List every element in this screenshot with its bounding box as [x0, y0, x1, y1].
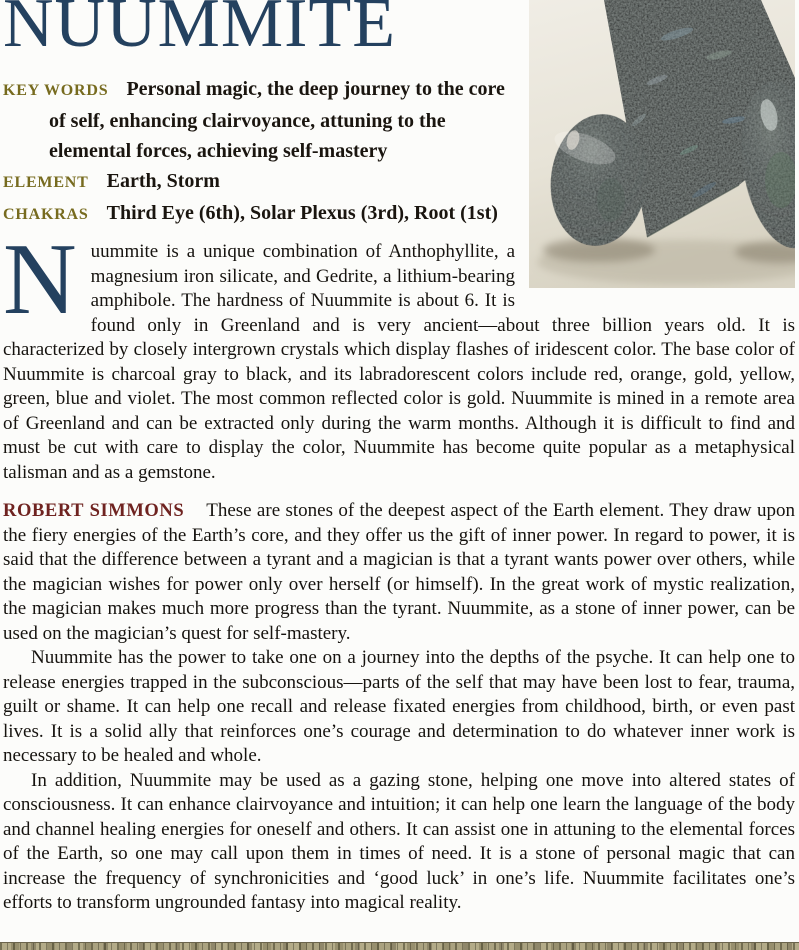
intro-text: uummite is a unique combination of Anthophyllite, a magnesium iron silicate, and Gedrite, a lithium-bearing amphibole. The hardness of Nuummite is about 6. It is found only in Greenland and is very ancient—about three billion years old. It is characterized by closely intergrown crystals which display flashes of iridescent color. The base color of Nuummite is charcoal gray to black, and its labradorescent colors include red, orange, gold, yellow, green, blue and violet. The most common reflected color is gold. Nuummite is mined in a remote area of Greenland and can be extracted only during the warm months. Although it is difficult to find and must be cut with care to display the color, Nuummite has become quite popular as a metaphysical talisman and as a gemstone. [3, 241, 795, 483]
next-photo-edge-strip [0, 942, 799, 950]
left-cab-flash [597, 178, 625, 222]
property-value: Personal magic, the deep journey to the core of self, enhancing clairvoyance, attuning to the elemental forces, achieving self-mastery [49, 78, 505, 162]
drop-cap: N [3, 223, 77, 336]
property-value: Earth, Storm [106, 170, 220, 192]
author-label: ROBERT SIMMONS [3, 501, 185, 521]
property-label: ELEMENT [3, 174, 89, 191]
page-title: NUUMMITE [3, 0, 396, 62]
body-paragraph: In addition, Nuummite may be used as a gazing stone, helping one move into altered states of consciousness. It can enhance clairvoyance and intuition; it can help one learn the language of the body and channel healing energies for oneself and others. It can assist one in attuning to the elemental forces of the Earth, so one may call upon them in times of need. It is a stone of personal magic that can increase the frequency of synchronicities and ‘good luck’ in one’s life. Nuummite facilitates one’s efforts to transform ungrounded fantasy into magical reality. [3, 769, 795, 913]
author-paragraph [3, 499, 795, 646]
property-value: Third Eye (6th), Solar Plexus (3rd), Root (1st) [106, 202, 498, 224]
body-paragraph: Nuummite has the power to take one on a journey into the depths of the psyche. It can help one to release energies trapped in the subconscious—parts of the self that may have been lost to fear, trauma, guilt or shame. It can help one recall and release fixated energies from childhood, birth, or even past lives. It is a solid ally that reinforces one’s courage and determination to do whatever inner work is necessary to be healed and whole. [3, 647, 795, 766]
nuummite-stones-photo [529, 0, 795, 288]
property-label: KEY WORDS [3, 82, 109, 99]
property-label: CHAKRAS [3, 206, 89, 223]
author-text: These are stones of the deepest aspect of the Earth element. They draw upon the fiery energies of the Earth’s core, and they offer us the gift of inner power. In regard to power, it is said that the difference between a tyrant and a magician is that a tyrant wants power over others, while the magician wishes for power only over herself (or himself). In the great work of mystic realization, the magician makes much more progress than the tyrant. Nuummite, as a stone of inner power, can be used on the magician’s quest for self-mastery. [3, 500, 795, 644]
